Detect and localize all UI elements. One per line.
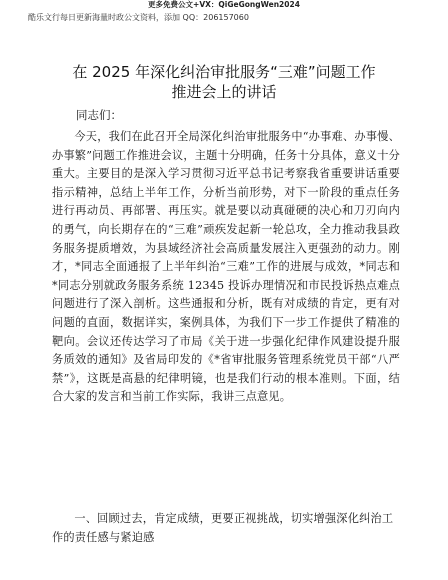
title-line-2: 推进会上的讲话 bbox=[171, 83, 277, 101]
title-line-1: 在 2025 年深化纠治审批服务“三难”问题工作 bbox=[72, 63, 376, 81]
document-title bbox=[30, 62, 418, 102]
header-note: 酷乐文行每日更新海量时政公文资料，添加 QQ：206157060 bbox=[28, 13, 249, 22]
salutation: 同志们： bbox=[76, 108, 122, 122]
section-heading-1: 一、回顾过去，肯定成绩，更要正视挑战，切实增强深化纠治工作的责任感与紧迫感 bbox=[52, 512, 394, 544]
top-banner: 更多免费公文+VX：QiGeGongWen2024 bbox=[148, 0, 300, 9]
body-paragraph: 今天，我们在此召开全局深化纠治审批服务中“办事难、办事慢、办事繁”问题工作推进会议，主题十分明确，任务十分具体，意义十分重大。主要目的是深入学习贯彻习近平总书记考察我省重要讲话重要指示精神，总结上半年工作，分析当前形势，对下一阶段的重点任务进行再动员、再部署、再压实。就是要以动真碰硬的决心和刀刃向内的勇气，向长期存在的“三难”顽疾发起新一轮总攻，全力推动我县政务服务提质增效，为县域经济社会高质量发展注入更强劲的动力。刚才，*同志全面通报了上半年纠治“三难”工作的进展与成效，*同志和*同志分别就政务服务系统 12345 投诉办理情况和市民投诉热点难点问题进行了深入剖析。这些通报和分析，既有对成绩的肯定，更有对问题的直面，数据详实，案例具体，为我们下一步工作提供了精准的靶向。会议还传达学习了市局《关于进一步强化纪律作风建设提升服务质效的通知》及省局印发的《*省审批服务管理系统党员干部“八严禁”》，这既是高悬的纪律明镜，也是我们行动的根本准则。下面，结合大家的发言和当前工作实际，我讲三点意见。 bbox=[52, 130, 400, 404]
